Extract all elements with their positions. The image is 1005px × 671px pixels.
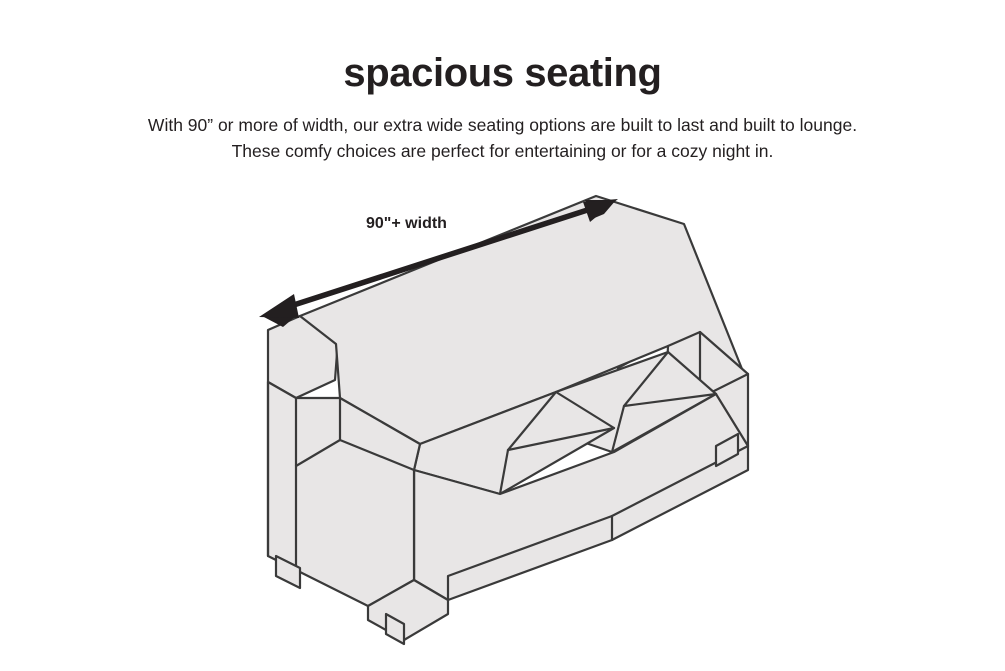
page-title: spacious seating bbox=[343, 51, 662, 95]
subtitle-line-1: With 90” or more of width, our extra wide seating options are built to last and built to lounge. bbox=[147, 115, 858, 135]
subtitle-line-2: These comfy choices are perfect for entertaining or for a cozy night in. bbox=[231, 140, 774, 161]
width-annotation-label: 90"+ width bbox=[366, 215, 447, 232]
